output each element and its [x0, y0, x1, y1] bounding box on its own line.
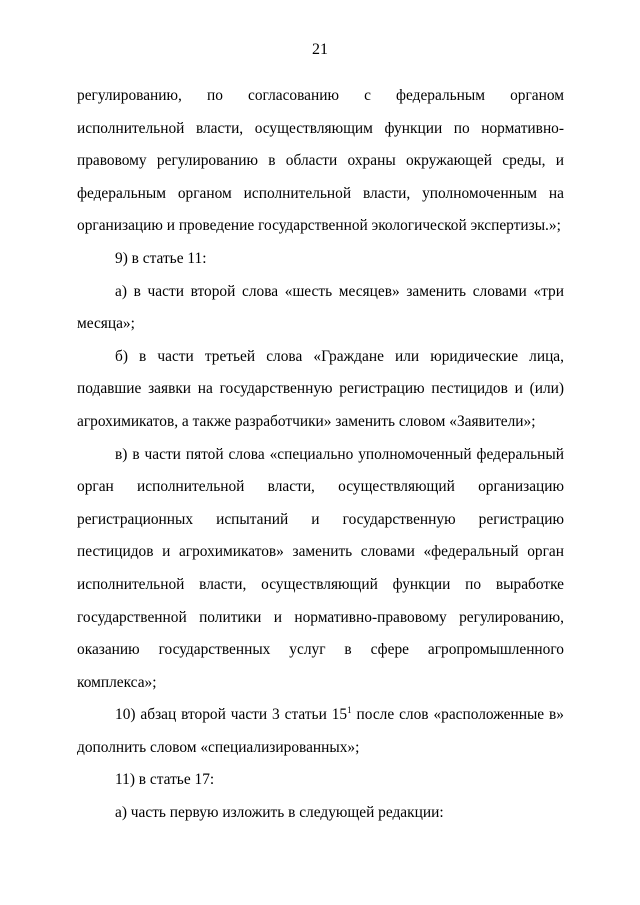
page-number: 21 — [312, 41, 328, 58]
paragraph-item-11: 11) в статье 17: — [115, 771, 215, 789]
paragraph-item-10-text-before: 10) абзац второй части 3 статьи 15 — [115, 706, 348, 724]
paragraph-continuation: регулированию, по согласованию с федеральным органом исполнительной власти, осуществляющим функции по нормативно-правовому регулированию в области охраны окружающей среды, и федеральным органом исполнительной власти, уполномоченным на организацию и проведение государственной экологической экспертизы.»; — [77, 87, 564, 235]
document-body — [77, 80, 564, 830]
paragraph-item-9: 9) в статье 11: — [115, 249, 207, 267]
paragraph-item-9a: а) в части второй слова «шесть месяцев» заменить словами «три месяца»; — [77, 282, 564, 333]
paragraph-item-11a: а) часть первую изложить в следующей редакции: — [115, 804, 444, 822]
paragraph-item-9v: в) в части пятой слова «специально уполномоченный федеральный орган исполнительной власти, осуществляющий организацию регистрационных испытаний и государственную регистрацию пестицидов и агрохимикатов» заменить словами «федеральный орган исполнительной власти, осуществляющий функции по выработке государственной политики и нормативно-правовому регулированию, оказанию государственных услуг в сфере агропромышленного комплекса»; — [77, 445, 564, 691]
paragraph-item-9b: б) в части третьей слова «Граждане или юридические лица, подавшие заявки на государственную регистрацию пестицидов и (или) агрохимикатов, а также разработчики» заменить словом «Заявители»; — [77, 347, 564, 430]
paragraph-item-10 — [77, 699, 564, 764]
superscript-article-index: 1 — [347, 705, 352, 716]
paragraph-item-10-text-after: после слов «расположенные в» дополнить словом «специализированных»; — [77, 706, 565, 756]
